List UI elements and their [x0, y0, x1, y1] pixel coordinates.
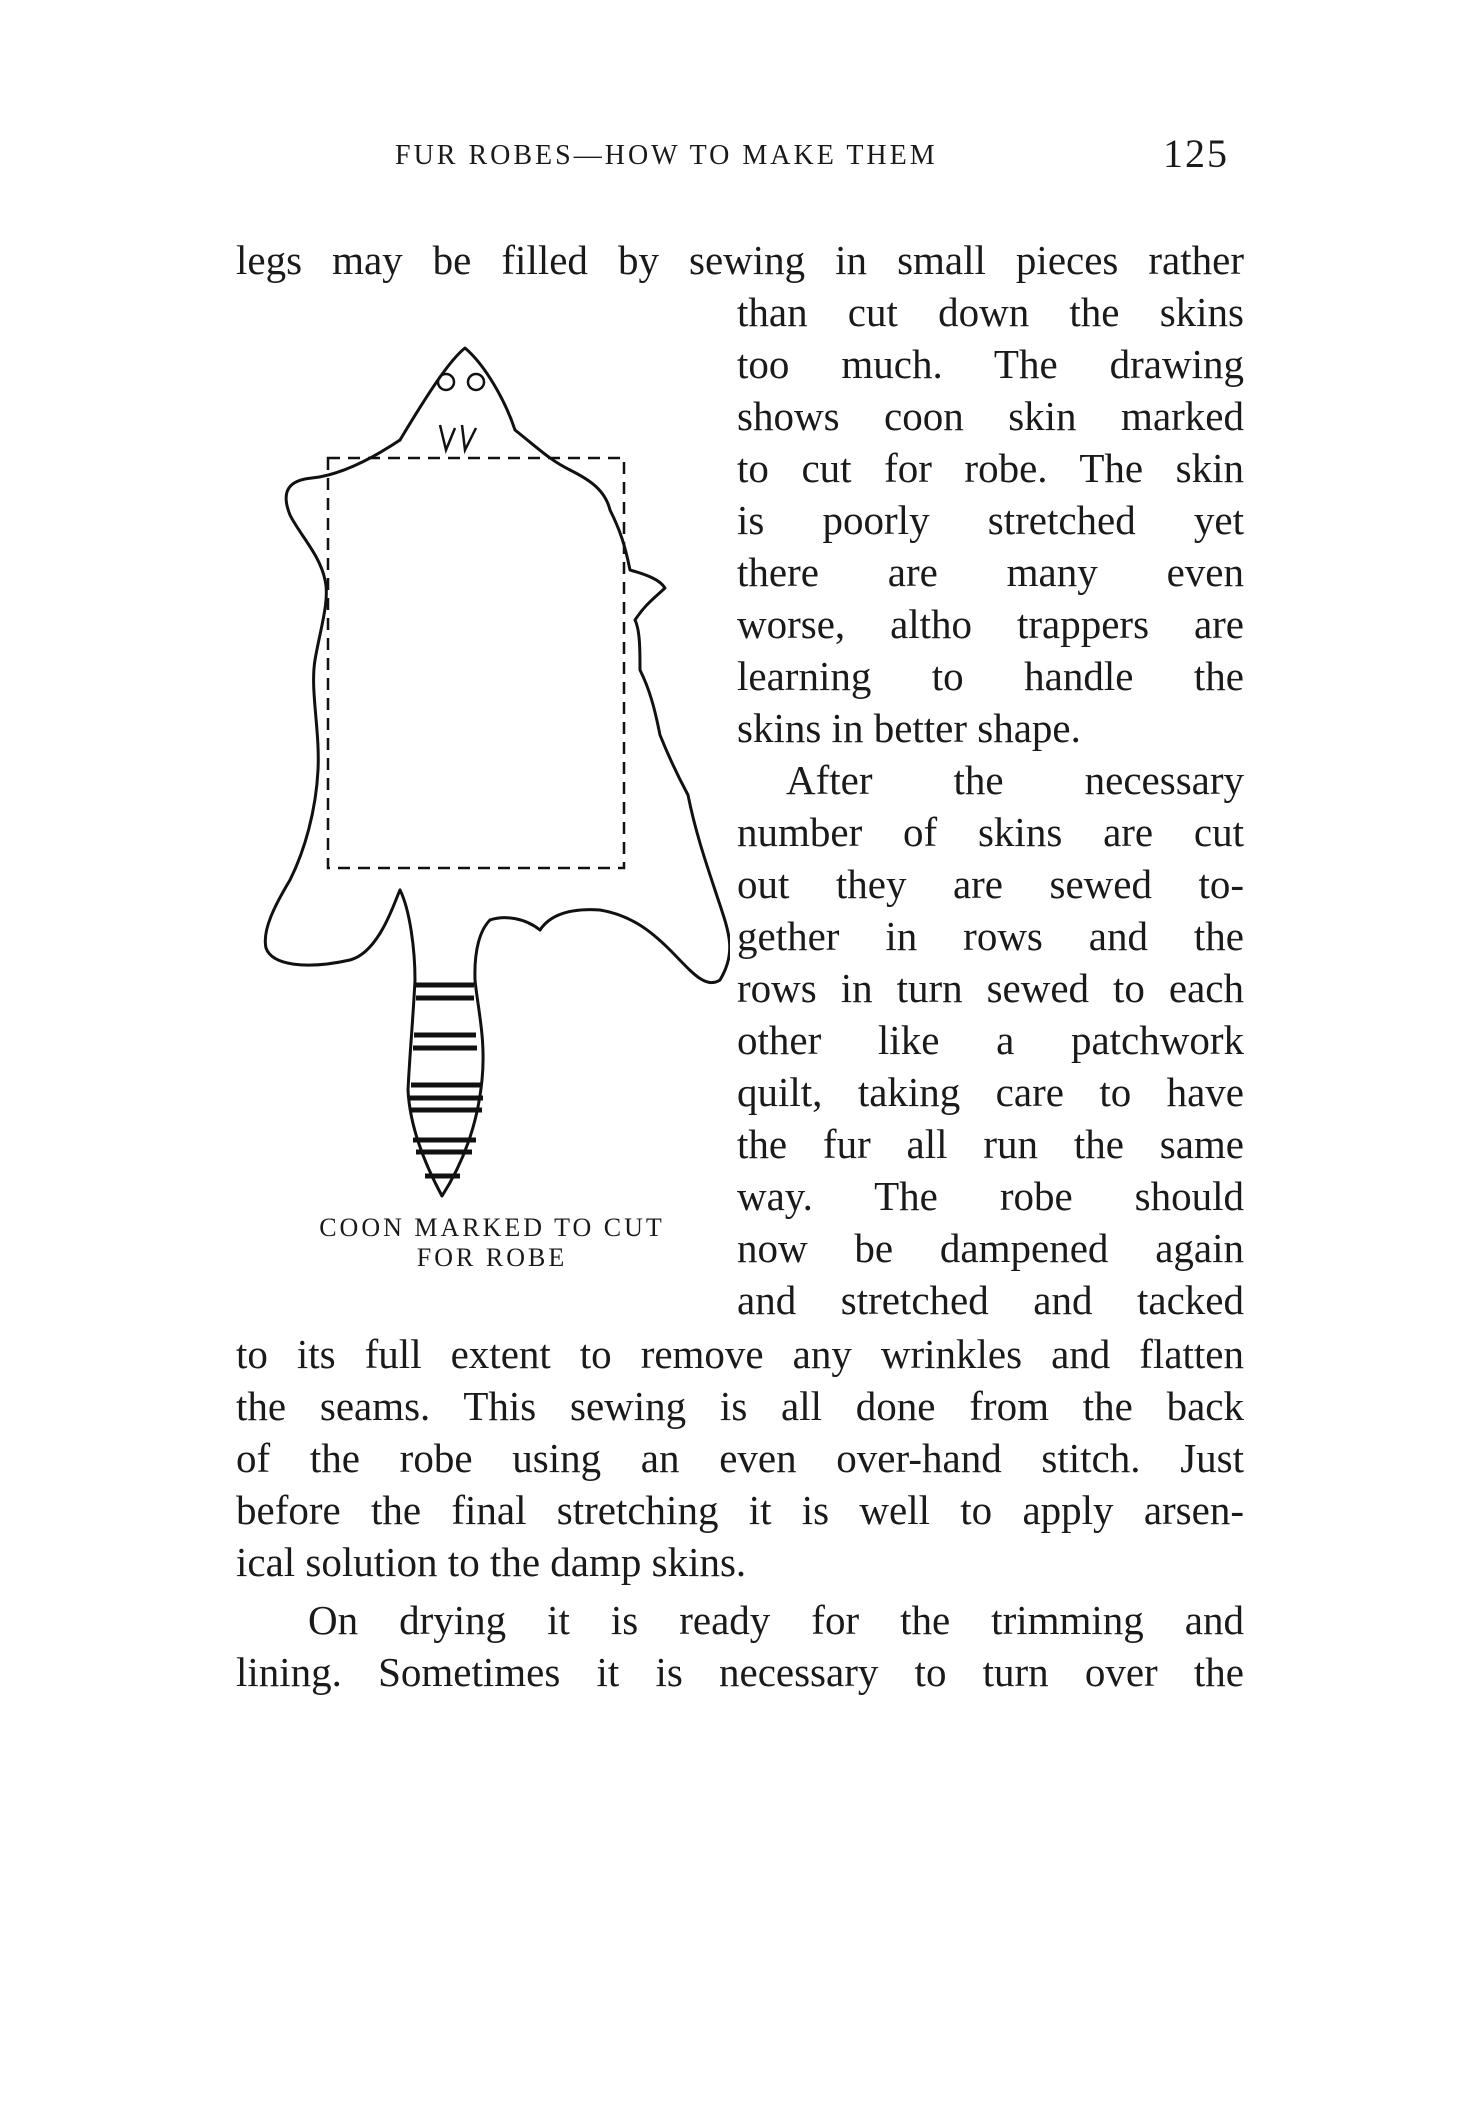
running-header: FUR ROBES—HOW TO MAKE THEM: [395, 140, 938, 171]
text-line: out they are sewed to-: [737, 861, 1244, 907]
text-line: After the necessary: [786, 757, 1244, 803]
text-line: worse, altho trappers are: [737, 601, 1244, 647]
text-line: gether in rows and the: [737, 913, 1244, 959]
page-number: 125: [1163, 131, 1229, 176]
eye-right-icon: [468, 374, 484, 390]
text-line: lining. Sometimes it is necessary to turn over the: [236, 1649, 1244, 1695]
text-line: than cut down the skins: [737, 289, 1244, 335]
text-line: On drying it is ready for the trimming and: [308, 1597, 1244, 1643]
text-line: quilt, taking care to have: [737, 1069, 1244, 1115]
text-line: before the final stretching it is well to apply arsen-: [236, 1487, 1244, 1533]
text-line: of the robe using an even over-hand stitch. Just: [236, 1435, 1244, 1481]
text-line: the fur all run the same: [737, 1121, 1244, 1167]
nose-mark-icon: [440, 425, 476, 450]
text-line: way. The robe should: [737, 1173, 1244, 1219]
text-line: now be dampened again: [737, 1225, 1244, 1271]
cut-line-rectangle: [328, 458, 624, 868]
text-line: is poorly stretched yet: [737, 497, 1244, 543]
figure-caption-line2: FOR ROBE: [416, 1243, 568, 1272]
text-line: and stretched and tacked: [737, 1277, 1244, 1323]
text-line: shows coon skin marked: [737, 393, 1244, 439]
text-line: skins in better shape.: [737, 705, 1081, 751]
text-line: to cut for robe. The skin: [737, 445, 1244, 491]
text-line: to its full extent to remove any wrinkles and flatten: [236, 1331, 1244, 1377]
text-line: there are many even: [737, 549, 1244, 595]
skin-right-outline: [540, 470, 730, 983]
text-line: the seams. This sewing is all done from the back: [236, 1383, 1244, 1429]
text-line: other like a patchwork: [737, 1017, 1244, 1063]
text-line: rows in turn sewed to each: [737, 965, 1244, 1011]
skin-left-outline: [265, 440, 400, 965]
skin-head-outline: [400, 348, 570, 470]
figure-caption-line1: COON MARKED TO CUT: [319, 1213, 665, 1242]
text-line: too much. The drawing: [737, 341, 1244, 387]
eye-left-icon: [438, 374, 454, 390]
text-line: number of skins are cut: [737, 809, 1244, 855]
coon-skin-illustration: [250, 330, 730, 1210]
text-line: legs may be filled by sewing in small pieces rather: [236, 237, 1244, 283]
text-line: ical solution to the damp skins.: [236, 1539, 747, 1585]
text-line: learning to handle the: [737, 653, 1244, 699]
